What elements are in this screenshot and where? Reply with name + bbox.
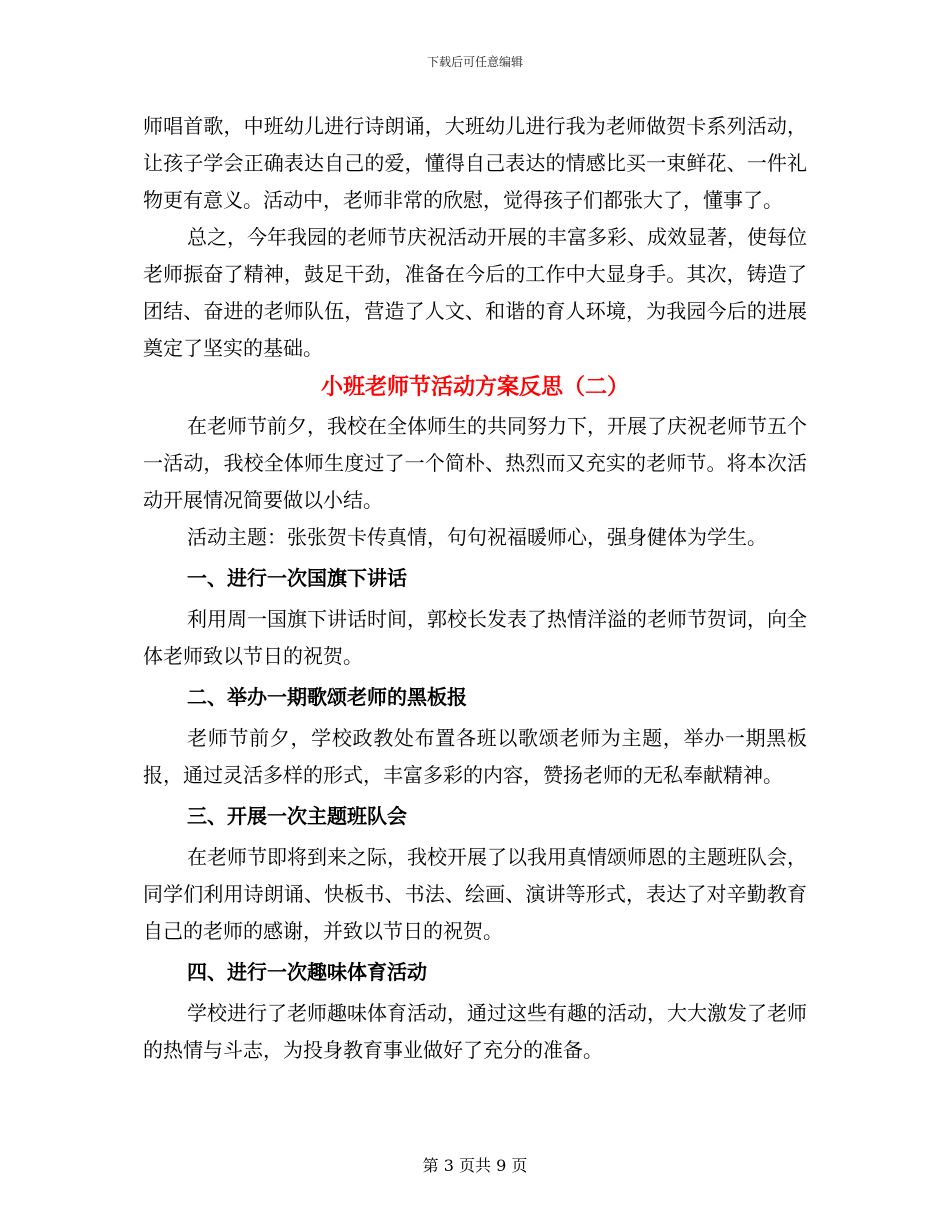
heading-4: 四、进行一次趣味体育活动 — [187, 960, 427, 984]
paragraph-continuation: 师唱首歌，中班幼儿进行诗朗诵，大班幼儿进行我为老师做贺卡系列活动，让孩子学会正确表达自己的爱，懂得自己表达的情感比买一束鲜花、一件礼物更有意义。活动中，老师非常的欣慰，觉得孩子们都张大了，懂事了。 — [143, 114, 807, 212]
page-header: 下载后可任意编辑 — [426, 55, 523, 69]
paragraph-intro: 在老师节前夕，我校在全体师生的共同努力下，开展了庆祝老师节五个一活动，我校全体师生度过了一个简朴、热烈而又充实的老师节。将本次活动开展情况简要做以小结。 — [143, 414, 807, 512]
paragraph-theme: 活动主题：张张贺卡传真情，句句祝福暖师心，强身健体为学生。 — [187, 525, 767, 549]
heading-1: 一、进行一次国旗下讲话 — [187, 566, 407, 590]
section-title: 小班老师节活动方案反思（二） — [320, 374, 629, 400]
heading-2: 二、举办一期歌颂老师的黑板报 — [187, 685, 467, 709]
paragraph-1: 利用周一国旗下讲话时间，郭校长发表了热情洋溢的老师节贺词，向全体老师致以节日的祝贺。 — [143, 607, 807, 668]
heading-3: 三、开展一次主题班队会 — [187, 804, 407, 828]
paragraph-4: 学校进行了老师趣味体育活动，通过这些有趣的活动，大大激发了老师的热情与斗志，为投身教育事业做好了充分的准备。 — [143, 1001, 807, 1062]
page-footer: 第 3 页共 9 页 — [422, 1156, 528, 1175]
paragraph-3: 在老师节即将到来之际，我校开展了以我用真情颂师恩的主题班队会，同学们利用诗朗诵、快板书、书法、绘画、演讲等形式，表达了对辛勤教育自己的老师的感谢，并致以节日的祝贺。 — [143, 845, 807, 943]
paragraph-summary: 总之，今年我园的老师节庆祝活动开展的丰富多彩、成效显著，使每位老师振奋了精神，鼓足干劲，准备在今后的工作中大显身手。其次，铸造了团结、奋进的老师队伍，营造了人文、和谐的育人环境，为我园今后的进展奠定了坚实的基础。 — [143, 225, 807, 360]
paragraph-2: 老师节前夕，学校政教处布置各班以歌颂老师为主题，举办一期黑板报，通过灵活多样的形式，丰富多彩的内容，赞扬老师的无私奉献精神。 — [143, 726, 807, 787]
document-body — [143, 108, 807, 1069]
